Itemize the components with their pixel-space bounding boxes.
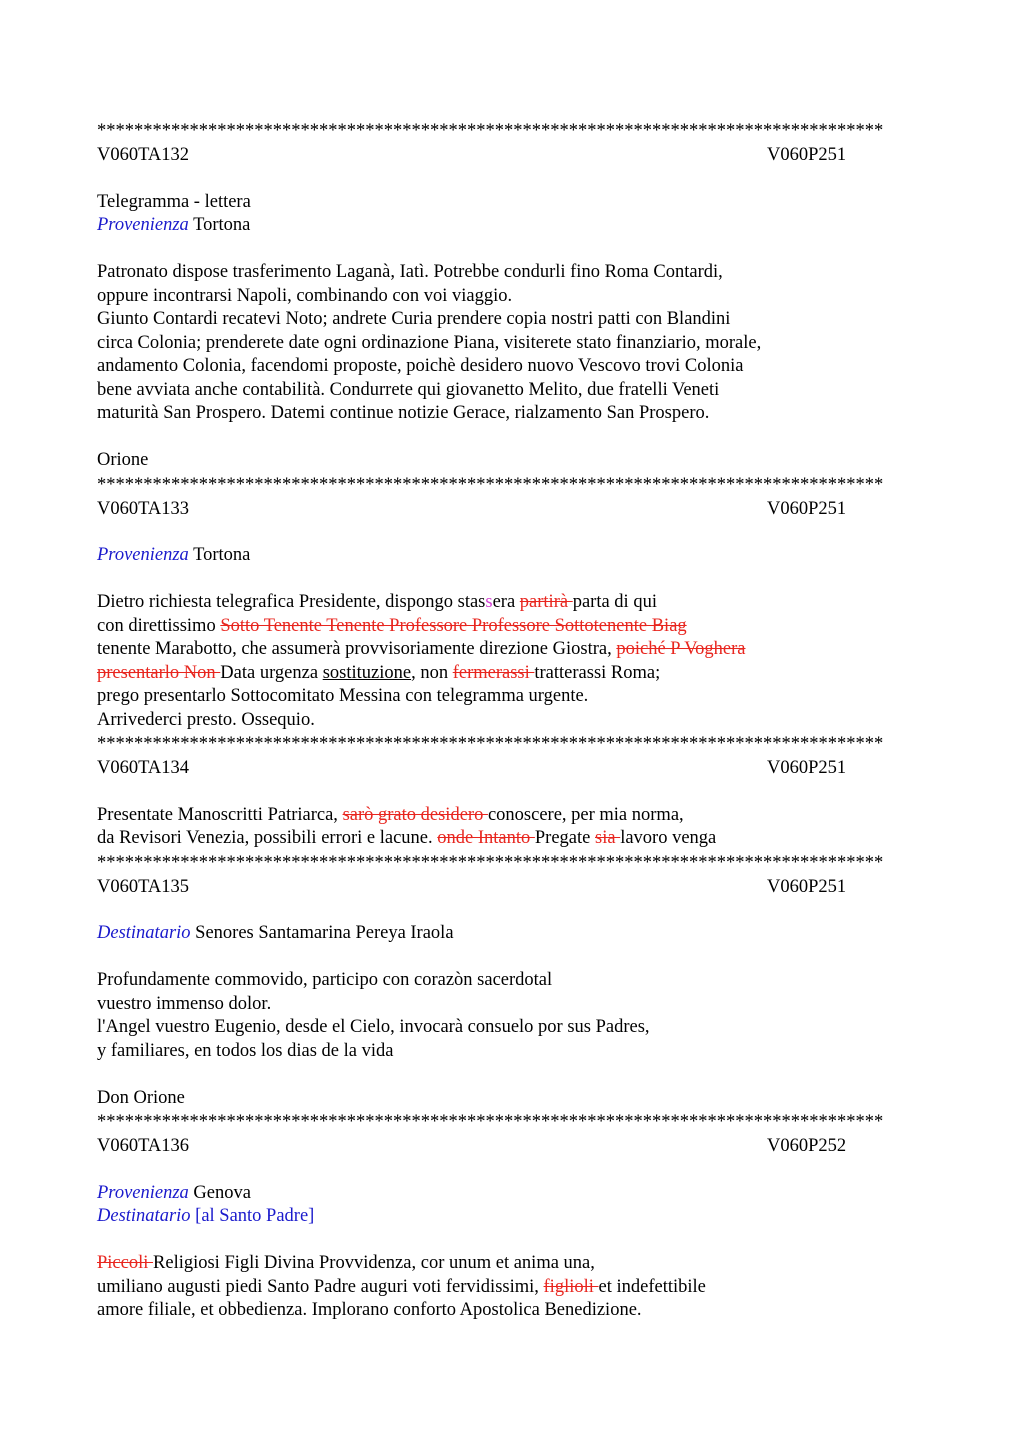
text: parta di qui	[572, 592, 657, 612]
deleted-text: poiché P Voghera	[616, 639, 746, 659]
text: Religiosi Figli Divina Provvidenza, cor unum et anima una,	[153, 1253, 595, 1273]
body-line: bene avviata anche contabilità. Condurrete qui giovanetto Melito, due fratelli Veneti	[97, 379, 720, 400]
entry-V060TA136	[97, 1110, 927, 1323]
deleted-text: presentarlo Non	[97, 662, 221, 683]
page-ref: V060P251	[767, 145, 847, 165]
entry-id: V060TA135	[97, 876, 190, 897]
deleted-text: sia	[595, 828, 621, 848]
text: Dietro richiesta telegrafica Presidente, dispongo stas	[97, 592, 486, 612]
body-line	[97, 1252, 927, 1276]
entry-header	[97, 497, 927, 521]
destinatario-line	[97, 1205, 927, 1229]
entry-id: V060TA136	[97, 1136, 190, 1156]
provenienza-label: Provenienza	[97, 1182, 189, 1203]
destinatario-value: Senores Santamarina Pereya Iraola	[195, 923, 454, 943]
destinatario-value: [al Santo Padre]	[195, 1206, 315, 1226]
entry-V060TA133	[97, 473, 927, 733]
separator: *************************************************************************************	[97, 1112, 884, 1132]
deleted-text: onde Intanto	[437, 828, 535, 848]
signature: Orione	[97, 450, 149, 470]
deleted-text: Piccoli	[97, 1253, 154, 1273]
text: lavoro venga	[620, 828, 717, 848]
provenienza-line	[97, 1182, 927, 1206]
body-line: andamento Colonia, facendomi proposte, poichè desidero nuovo Vescovo trovi Colonia	[97, 356, 744, 376]
text: con direttissimo	[97, 615, 221, 636]
entry-header	[97, 1134, 927, 1158]
text: tratterassi Roma;	[534, 662, 661, 683]
entry-id: V060TA133	[97, 498, 190, 519]
body-line	[97, 591, 927, 615]
deleted-text: fermerassi	[452, 662, 535, 683]
text: Presentate Manoscritti Patriarca,	[97, 804, 343, 825]
body-line: vuestro immenso dolor.	[97, 993, 272, 1014]
separator: *************************************************************************************	[97, 734, 884, 754]
provenienza-value: Tortona	[193, 545, 251, 565]
text: da Revisori Venezia, possibili errori e lacune.	[97, 828, 438, 848]
entry-id: V060TA132	[97, 145, 190, 165]
page-ref: V060P251	[767, 876, 847, 897]
deleted-text: partirà	[519, 592, 573, 612]
page-ref: V060P251	[767, 758, 847, 778]
body-line: amore filiale, et obbedienza. Implorano conforto Apostolica Benedizione.	[97, 1300, 642, 1320]
separator: *************************************************************************************	[97, 852, 884, 873]
text: et indefettibile	[598, 1276, 706, 1297]
destinatario-label: Destinatario	[97, 923, 191, 943]
destinatario-line	[97, 922, 927, 946]
body-line	[97, 1276, 927, 1300]
text: Pregate	[534, 828, 595, 848]
provenienza-value: Genova	[193, 1182, 251, 1203]
body-line	[97, 827, 927, 851]
provenienza-line	[97, 214, 927, 238]
entry-V060TA134	[97, 732, 927, 851]
document-page	[97, 119, 927, 1323]
entry-header	[97, 756, 927, 780]
body-line: l'Angel vuestro Eugenio, desde el Cielo, invocarà consuelo por sus Padres,	[97, 1017, 650, 1037]
page-ref: V060P252	[767, 1136, 847, 1156]
separator: *************************************************************************************	[97, 474, 884, 495]
provenienza-line	[97, 544, 927, 568]
entry-V060TA135	[97, 851, 927, 1111]
document-type: Telegramma - lettera	[97, 191, 251, 212]
destinatario-label: Destinatario	[97, 1206, 191, 1226]
entry-id: V060TA134	[97, 758, 190, 778]
entry-header	[97, 875, 927, 899]
inserted-text: s	[485, 592, 493, 612]
body-line: maturità San Prospero. Datemi continue notizie Gerace, rialzamento San Prospero.	[97, 403, 710, 423]
deleted-text: figlioli	[543, 1276, 599, 1297]
provenienza-label: Provenienza	[97, 545, 189, 565]
separator: *************************************************************************************	[97, 121, 884, 141]
body-line	[97, 638, 927, 662]
body-line: circa Colonia; prenderete date ogni ordinazione Piana, visiterete stato finanziario, morale,	[97, 332, 762, 353]
body-line: prego presentarlo Sottocomitato Messina con telegramma urgente.	[97, 686, 589, 706]
text: Data urgenza	[220, 662, 323, 683]
text: era	[492, 592, 520, 612]
deleted-text: sarò grato desidero	[342, 804, 488, 825]
text: conoscere, per mia norma,	[487, 804, 684, 825]
signature: Don Orione	[97, 1087, 185, 1108]
underlined-text: sostituzione	[322, 662, 412, 683]
provenienza-label: Provenienza	[97, 215, 189, 235]
body-line	[97, 662, 927, 686]
text: , non	[411, 662, 453, 683]
provenienza-value: Tortona	[193, 215, 251, 235]
body-line: Giunto Contardi recatevi Noto; andrete Curia prendere copia nostri patti con Blandini	[97, 309, 731, 329]
body-line	[97, 615, 927, 639]
deleted-text: Sotto Tenente Tenente Professore Professore Sottotenente Biag	[220, 615, 687, 636]
text: tenente Marabotto, che assumerà provvisoriamente direzione Giostra,	[97, 639, 617, 659]
body-line: Arrivederci presto. Ossequio.	[97, 709, 315, 730]
body-line	[97, 804, 927, 828]
page-ref: V060P251	[767, 498, 847, 519]
text: umiliano augusti piedi Santo Padre auguri voti fervidissimi,	[97, 1276, 544, 1297]
body-line: y familiares, en todos los dias de la vida	[97, 1040, 394, 1061]
entry-header	[97, 143, 927, 167]
body-line: Profundamente commovido, participo con corazòn sacerdotal	[97, 970, 553, 990]
body-line: Patronato dispose trasferimento Laganà, Iatì. Potrebbe condurli fino Roma Contardi,	[97, 262, 723, 282]
entry-V060TA132	[97, 119, 927, 473]
body-line: oppure incontrarsi Napoli, combinando con voi viaggio.	[97, 285, 513, 306]
